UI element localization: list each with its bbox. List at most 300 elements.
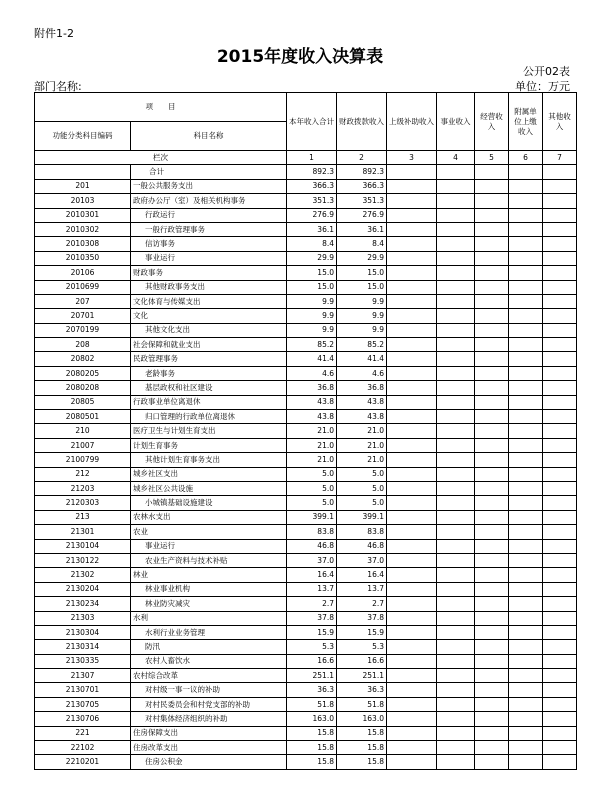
total-cell: 9.9: [287, 323, 337, 337]
operating-col-header: 经营收入: [475, 93, 509, 151]
table-row: [35, 194, 577, 208]
name-cell: 行政事业单位离退休: [131, 395, 287, 409]
fiscal-cell: 2.7: [337, 597, 387, 611]
empty-cell: [475, 179, 509, 193]
empty-cell: [437, 683, 475, 697]
empty-cell: [475, 266, 509, 280]
fiscal-cell: 36.1: [337, 222, 387, 236]
empty-cell: [475, 424, 509, 438]
code-cell: 20106: [35, 266, 131, 280]
empty-cell: [387, 525, 437, 539]
table-row: [35, 294, 577, 308]
total-cell: 36.8: [287, 381, 337, 395]
table-row: [35, 208, 577, 222]
empty-cell: [543, 683, 577, 697]
code-cell: 2130304: [35, 625, 131, 639]
empty-cell: [387, 510, 437, 524]
code-cell: 2120303: [35, 496, 131, 510]
empty-cell: [387, 395, 437, 409]
empty-cell: [509, 611, 543, 625]
fiscal-cell: 37.0: [337, 553, 387, 567]
empty-cell: [543, 366, 577, 380]
empty-cell: [509, 222, 543, 236]
empty-cell: [437, 669, 475, 683]
empty-cell: [543, 194, 577, 208]
empty-cell: [437, 323, 475, 337]
fiscal-cell: 276.9: [337, 208, 387, 222]
empty-cell: [509, 251, 543, 265]
fiscal-cell: 16.6: [337, 654, 387, 668]
table-row: [35, 669, 577, 683]
attachment-label: 附件1-2: [34, 27, 74, 40]
empty-cell: [475, 496, 509, 510]
name-cell: 水利行业业务管理: [131, 625, 287, 639]
empty-cell: [437, 237, 475, 251]
total-cell: 4.6: [287, 366, 337, 380]
empty-cell: [437, 582, 475, 596]
empty-cell: [543, 352, 577, 366]
page-title: 2015年度收入决算表: [216, 47, 384, 67]
total-row: [35, 165, 577, 179]
empty-cell: [475, 251, 509, 265]
code-cell: 2130204: [35, 582, 131, 596]
empty-cell: [475, 467, 509, 481]
empty-cell: [437, 208, 475, 222]
code-cell: 20805: [35, 395, 131, 409]
table-row: [35, 712, 577, 726]
table-row: [35, 582, 577, 596]
empty-cell: [387, 553, 437, 567]
empty-cell: [437, 179, 475, 193]
total-col-header: 本年收入合计: [287, 93, 337, 151]
table-row: [35, 179, 577, 193]
empty-cell: [543, 453, 577, 467]
total-cell: 29.9: [287, 251, 337, 265]
empty-cell: [437, 597, 475, 611]
empty-cell: [543, 640, 577, 654]
empty-cell: [543, 438, 577, 452]
table-row: [35, 381, 577, 395]
empty-cell: [437, 553, 475, 567]
table-row: [35, 424, 577, 438]
empty-cell: [437, 410, 475, 424]
total-cell: 43.8: [287, 410, 337, 424]
empty-cell: [437, 726, 475, 740]
total-cell: 83.8: [287, 525, 337, 539]
total-cell: 51.8: [287, 697, 337, 711]
index-row-label: 栏次: [35, 151, 287, 165]
empty-cell: [475, 683, 509, 697]
unit-label: 单位：万元: [515, 80, 570, 93]
superior-col-header: 上级补助收入: [387, 93, 437, 151]
fiscal-cell: 16.4: [337, 568, 387, 582]
empty-cell: [475, 525, 509, 539]
code-cell: 2130104: [35, 539, 131, 553]
fiscal-cell: 5.0: [337, 481, 387, 495]
total-cell: 276.9: [287, 208, 337, 222]
fiscal-cell: 15.0: [337, 266, 387, 280]
empty-cell: [437, 395, 475, 409]
fiscal-cell: 9.9: [337, 309, 387, 323]
empty-cell: [543, 654, 577, 668]
table-row: [35, 280, 577, 294]
code-cell: 2080501: [35, 410, 131, 424]
total-cell: 366.3: [287, 179, 337, 193]
fiscal-cell: 13.7: [337, 582, 387, 596]
empty-cell: [437, 625, 475, 639]
name-cell: 城乡社区公共设施: [131, 481, 287, 495]
code-cell: 2130335: [35, 654, 131, 668]
empty-cell: [387, 194, 437, 208]
name-cell: 农村综合改革: [131, 669, 287, 683]
empty-cell: [509, 741, 543, 755]
code-cell: 208: [35, 338, 131, 352]
empty-cell: [509, 683, 543, 697]
empty-cell: [509, 712, 543, 726]
code-cell: 20701: [35, 309, 131, 323]
fiscal-cell: 46.8: [337, 539, 387, 553]
empty-cell: [543, 266, 577, 280]
name-cell: 计划生育事务: [131, 438, 287, 452]
empty-cell: [509, 438, 543, 452]
table-row: [35, 611, 577, 625]
empty-cell: [437, 381, 475, 395]
code-cell: 2130234: [35, 597, 131, 611]
total-cell: 5.0: [287, 467, 337, 481]
empty-cell: [387, 741, 437, 755]
empty-cell: [543, 323, 577, 337]
index-cell: 3: [387, 151, 437, 165]
name-cell: 文化: [131, 309, 287, 323]
empty-cell: [387, 424, 437, 438]
name-cell: 住房保障支出: [131, 726, 287, 740]
table-row: [35, 683, 577, 697]
empty-cell: [387, 625, 437, 639]
fiscal-cell: 15.0: [337, 280, 387, 294]
code-cell: 21007: [35, 438, 131, 452]
empty-cell: [543, 481, 577, 495]
empty-cell: [437, 467, 475, 481]
name-cell: 事业运行: [131, 251, 287, 265]
empty-cell: [509, 582, 543, 596]
index-cell: 4: [437, 151, 475, 165]
empty-cell: [475, 352, 509, 366]
empty-cell: [543, 625, 577, 639]
empty-cell: [543, 525, 577, 539]
fiscal-cell: 21.0: [337, 424, 387, 438]
fiscal-cell: 4.6: [337, 366, 387, 380]
table-row: [35, 251, 577, 265]
name-cell: 住房公积金: [131, 755, 287, 769]
empty-cell: [509, 481, 543, 495]
empty-cell: [543, 309, 577, 323]
name-cell: 防汛: [131, 640, 287, 654]
fiscal-cell: 43.8: [337, 395, 387, 409]
code-cell: 21303: [35, 611, 131, 625]
total-cell: 36.1: [287, 222, 337, 236]
table-row: [35, 697, 577, 711]
name-cell: 社会保障和就业支出: [131, 338, 287, 352]
empty-cell: [543, 755, 577, 769]
table-row: [35, 467, 577, 481]
item-header: 项 目: [35, 93, 287, 122]
empty-cell: [387, 481, 437, 495]
empty-cell: [475, 194, 509, 208]
empty-cell: [543, 237, 577, 251]
empty-cell: [509, 525, 543, 539]
empty-cell: [475, 453, 509, 467]
income-table: [34, 92, 577, 770]
empty-cell: [509, 669, 543, 683]
name-cell: 水利: [131, 611, 287, 625]
empty-cell: [387, 280, 437, 294]
empty-cell: [437, 510, 475, 524]
department-label: 部门名称:: [34, 80, 82, 93]
empty-cell: [437, 697, 475, 711]
total-cell: 41.4: [287, 352, 337, 366]
empty-cell: [509, 625, 543, 639]
empty-cell: [543, 410, 577, 424]
fiscal-cell: 251.1: [337, 669, 387, 683]
code-cell: 21203: [35, 481, 131, 495]
name-cell: 农业: [131, 525, 287, 539]
empty-cell: [509, 366, 543, 380]
total-cell: 16.4: [287, 568, 337, 582]
empty-cell: [437, 309, 475, 323]
table-row: [35, 568, 577, 582]
empty-cell: [543, 697, 577, 711]
code-cell: 22102: [35, 741, 131, 755]
name-cell: 一般公共服务支出: [131, 179, 287, 193]
name-cell: 医疗卫生与计划生育支出: [131, 424, 287, 438]
empty-cell: [475, 640, 509, 654]
empty-cell: [509, 266, 543, 280]
empty-cell: [543, 222, 577, 236]
fiscal-cell: 366.3: [337, 179, 387, 193]
empty-cell: [475, 410, 509, 424]
empty-cell: [475, 366, 509, 380]
empty-cell: [543, 395, 577, 409]
empty-cell: [543, 712, 577, 726]
index-cell: 1: [287, 151, 337, 165]
code-cell: 212: [35, 467, 131, 481]
total-fiscal-value: 892.3: [337, 165, 387, 179]
total-cell: 9.9: [287, 294, 337, 308]
fiscal-cell: 9.9: [337, 294, 387, 308]
empty-cell: [437, 424, 475, 438]
total-cell: 8.4: [287, 237, 337, 251]
empty-cell: [509, 553, 543, 567]
total-value: 892.3: [287, 165, 337, 179]
index-cell: 6: [509, 151, 543, 165]
table-row: [35, 453, 577, 467]
empty-cell: [387, 266, 437, 280]
empty-cell: [437, 611, 475, 625]
empty-cell: [437, 654, 475, 668]
name-cell: 农村人畜饮水: [131, 654, 287, 668]
empty-cell: [475, 510, 509, 524]
empty-cell: [387, 208, 437, 222]
fiscal-cell: 15.9: [337, 625, 387, 639]
empty-cell: [387, 323, 437, 337]
code-cell: 2130122: [35, 553, 131, 567]
name-col-header: 科目名称: [131, 122, 287, 151]
fiscal-cell: 163.0: [337, 712, 387, 726]
total-cell: 21.0: [287, 453, 337, 467]
empty-cell: [543, 424, 577, 438]
fiscal-cell: 351.3: [337, 194, 387, 208]
fiscal-cell: 15.8: [337, 741, 387, 755]
table-row: [35, 266, 577, 280]
empty-cell: [387, 597, 437, 611]
table-row: [35, 625, 577, 639]
total-cell: 15.8: [287, 755, 337, 769]
empty-cell: [387, 467, 437, 481]
fiscal-cell: 5.0: [337, 467, 387, 481]
name-cell: 信访事务: [131, 237, 287, 251]
empty-cell: [475, 237, 509, 251]
table-row: [35, 597, 577, 611]
empty-cell: [475, 741, 509, 755]
index-cell: 2: [337, 151, 387, 165]
total-cell: 15.8: [287, 741, 337, 755]
total-cell: 15.0: [287, 280, 337, 294]
empty-cell: [509, 410, 543, 424]
empty-cell: [437, 251, 475, 265]
name-cell: 其他文化支出: [131, 323, 287, 337]
name-cell: 住房改革支出: [131, 741, 287, 755]
empty-cell: [475, 697, 509, 711]
empty-cell: [437, 338, 475, 352]
table-row: [35, 323, 577, 337]
empty-cell: [475, 323, 509, 337]
name-cell: 行政运行: [131, 208, 287, 222]
empty-cell: [387, 755, 437, 769]
code-cell: 2130705: [35, 697, 131, 711]
code-cell: 2130706: [35, 712, 131, 726]
empty-cell: [387, 179, 437, 193]
total-cell: 37.8: [287, 611, 337, 625]
fiscal-cell: 5.3: [337, 640, 387, 654]
empty-cell: [509, 179, 543, 193]
empty-cell: [509, 496, 543, 510]
empty-cell: [543, 669, 577, 683]
total-cell: 16.6: [287, 654, 337, 668]
empty-cell: [509, 237, 543, 251]
code-cell: 2130701: [35, 683, 131, 697]
total-cell: 15.8: [287, 726, 337, 740]
empty-cell: [387, 309, 437, 323]
fiscal-cell: 399.1: [337, 510, 387, 524]
name-cell: 民政管理事务: [131, 352, 287, 366]
name-cell: 农林水支出: [131, 510, 287, 524]
total-cell: 5.0: [287, 481, 337, 495]
empty-cell: [509, 640, 543, 654]
empty-cell: [387, 366, 437, 380]
total-cell: 46.8: [287, 539, 337, 553]
empty-cell: [437, 453, 475, 467]
empty-cell: [437, 496, 475, 510]
empty-cell: [543, 381, 577, 395]
fiscal-cell: 43.8: [337, 410, 387, 424]
fiscal-cell: 15.8: [337, 755, 387, 769]
name-cell: 财政事务: [131, 266, 287, 280]
fiscal-cell: 36.8: [337, 381, 387, 395]
table-row: [35, 438, 577, 452]
empty-cell: [387, 611, 437, 625]
table-row: [35, 237, 577, 251]
fiscal-cell: 21.0: [337, 453, 387, 467]
business-col-header: 事业收入: [437, 93, 475, 151]
table-row: [35, 741, 577, 755]
code-cell: 213: [35, 510, 131, 524]
empty-cell: [437, 712, 475, 726]
fiscal-cell: 37.8: [337, 611, 387, 625]
name-cell: 对村集体经济组织的补助: [131, 712, 287, 726]
table-row: [35, 539, 577, 553]
empty-cell: [387, 697, 437, 711]
empty-cell: [543, 467, 577, 481]
fiscal-cell: 29.9: [337, 251, 387, 265]
empty-cell: [387, 669, 437, 683]
empty-cell: [543, 280, 577, 294]
total-label: 合计: [131, 165, 287, 179]
table-row: [35, 222, 577, 236]
fiscal-cell: 8.4: [337, 237, 387, 251]
empty-cell: [509, 352, 543, 366]
empty-cell: [437, 294, 475, 308]
empty-cell: [437, 741, 475, 755]
table-row: [35, 640, 577, 654]
fiscal-col-header: 财政拨款收入: [337, 93, 387, 151]
code-cell: 2130314: [35, 640, 131, 654]
code-cell: 2080208: [35, 381, 131, 395]
fiscal-cell: 83.8: [337, 525, 387, 539]
code-cell: 2070199: [35, 323, 131, 337]
total-cell: 21.0: [287, 424, 337, 438]
empty-cell: [475, 553, 509, 567]
code-cell: 207: [35, 294, 131, 308]
total-cell: 163.0: [287, 712, 337, 726]
table-row: [35, 496, 577, 510]
empty-cell: [387, 338, 437, 352]
empty-cell: [475, 338, 509, 352]
table-row: [35, 352, 577, 366]
code-cell: 2010699: [35, 280, 131, 294]
empty-cell: [437, 280, 475, 294]
empty-cell: [387, 381, 437, 395]
total-cell: 351.3: [287, 194, 337, 208]
empty-cell: [387, 539, 437, 553]
empty-cell: [475, 395, 509, 409]
name-cell: 林业事业机构: [131, 582, 287, 596]
empty-cell: [437, 438, 475, 452]
name-cell: 对村民委员会和村党支部的补助: [131, 697, 287, 711]
empty-cell: [437, 539, 475, 553]
empty-cell: [437, 222, 475, 236]
form-number: 公开02表: [523, 65, 570, 78]
code-cell: 2010308: [35, 237, 131, 251]
table-row: [35, 481, 577, 495]
name-cell: 林业防灾减灾: [131, 597, 287, 611]
empty-cell: [509, 539, 543, 553]
empty-cell: [509, 280, 543, 294]
fiscal-cell: 41.4: [337, 352, 387, 366]
empty-cell: [437, 755, 475, 769]
code-cell: 2210201: [35, 755, 131, 769]
name-cell: 一般行政管理事务: [131, 222, 287, 236]
code-cell: 2080205: [35, 366, 131, 380]
